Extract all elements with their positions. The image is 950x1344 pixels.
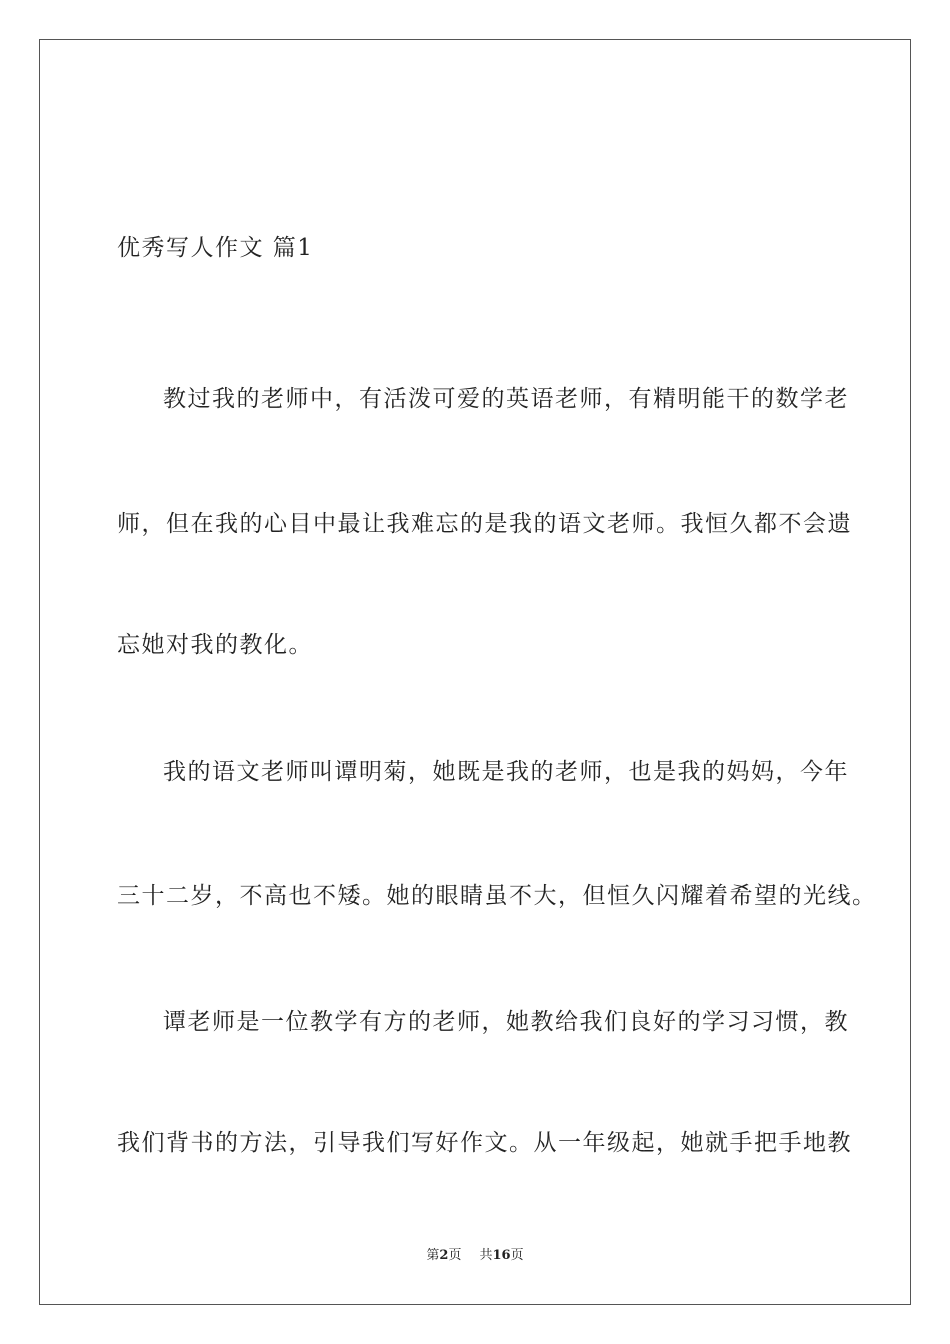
paragraph-line: 教过我的老师中，有活泼可爱的英语老师，有精明能干的数学老: [163, 386, 849, 412]
page-prefix: 第: [426, 1248, 440, 1263]
total-suffix: 页: [510, 1248, 524, 1263]
total-prefix: 共: [479, 1248, 493, 1263]
paragraph-line: 我的语文老师叫谭明菊，她既是我的老师，也是我的妈妈，今年: [163, 759, 849, 785]
total-pages: 16: [492, 1248, 511, 1263]
paragraph-line: 师，但在我的心目中最让我难忘的是我的语文老师。我恒久都不会遗: [117, 511, 852, 537]
page-suffix: 页: [448, 1248, 462, 1263]
paragraph-line: 三十二岁，不高也不矮。她的眼睛虽不大，但恒久闪耀着希望的光线。: [117, 883, 877, 909]
page-number: 2: [439, 1248, 449, 1263]
page-footer: [0, 1247, 950, 1265]
paragraph-line: 谭老师是一位教学有方的老师，她教给我们良好的学习习惯，教: [163, 1009, 849, 1035]
essay-heading: 优秀写人作文 篇1: [117, 235, 314, 261]
page-border: [39, 39, 911, 1305]
paragraph-line: 我们背书的方法，引导我们写好作文。从一年级起，她就手把手地教: [117, 1130, 852, 1156]
paragraph-line: 忘她对我的教化。: [117, 632, 313, 658]
